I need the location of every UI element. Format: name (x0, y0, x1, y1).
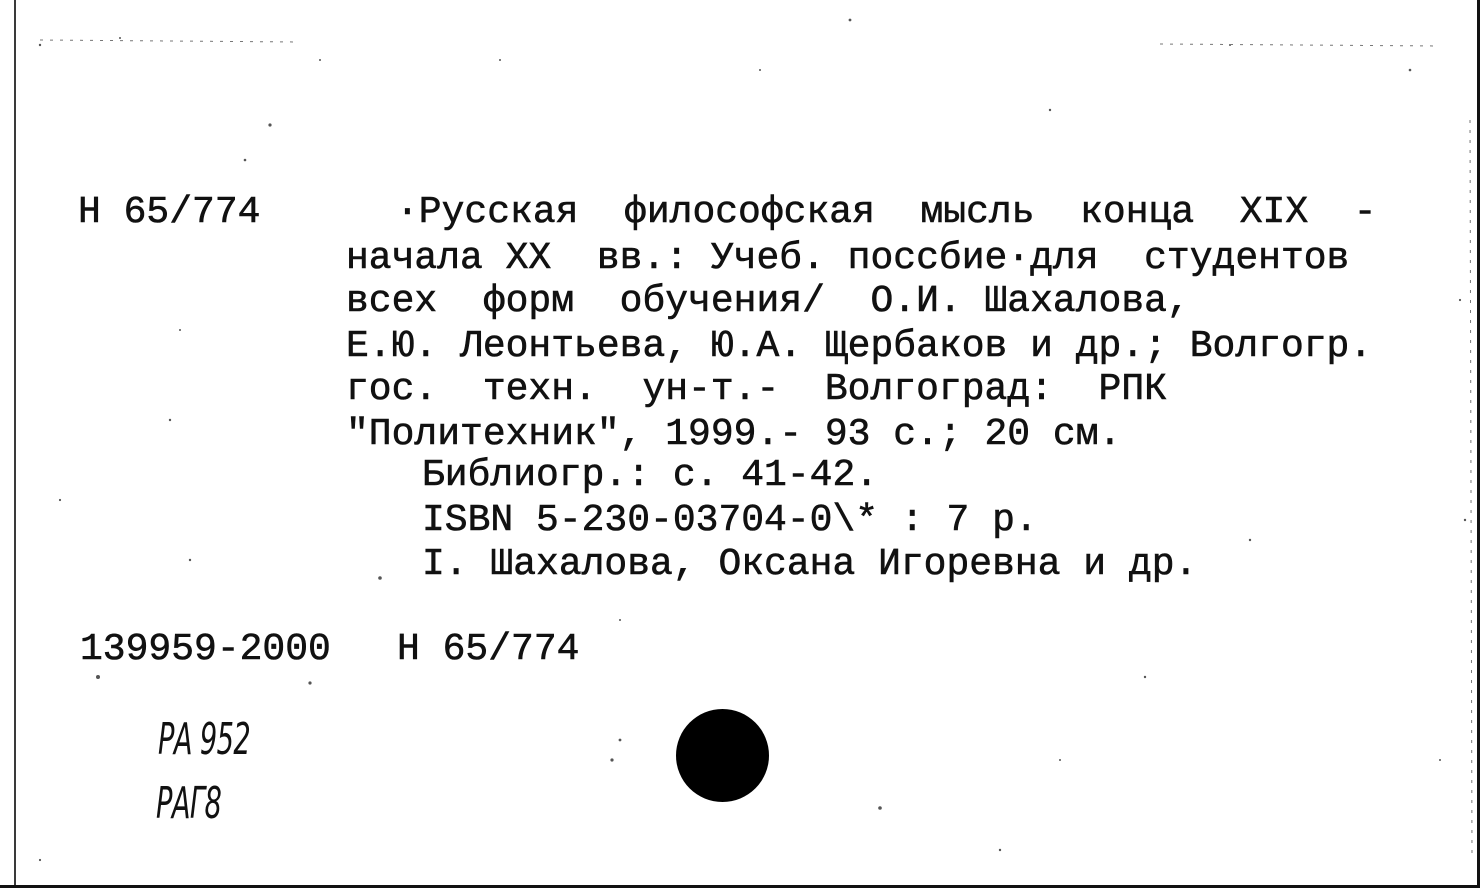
description-line-3: всех форм обучения/ О.И. Шахалова, (346, 280, 1190, 323)
description-line-4: Е.Ю. Леонтьева, Ю.А. Щербаков и др.; Волгогр. (346, 325, 1373, 368)
call-number: Н 65/774 (78, 191, 261, 234)
punch-hole (676, 709, 769, 802)
handwritten-mark-1: РА 952 (158, 714, 251, 765)
isbn-note: ISBN 5-230-03704-0\* : 7 р. (422, 499, 1038, 542)
description-line-1: ·Русская философская мысль конца XIX - (396, 191, 1377, 234)
author-tracing: I. Шахалова, Оксана Игоревна и др. (422, 543, 1198, 586)
accession-number: 139959-2000 (80, 628, 331, 671)
description-line-6: "Политехник", 1999.- 93 с.; 20 см. (346, 413, 1122, 456)
handwritten-mark-2: РАГ8 (156, 778, 222, 829)
description-line-2: начала XX вв.: Учеб. поссбие·для студентов (346, 237, 1350, 280)
description-line-5: гос. техн. ун-т.- Волгоград: РПК (346, 368, 1167, 411)
bibliography-note: Библиогр.: с. 41-42. (422, 454, 879, 497)
footer-call-number: Н 65/774 (397, 628, 580, 671)
